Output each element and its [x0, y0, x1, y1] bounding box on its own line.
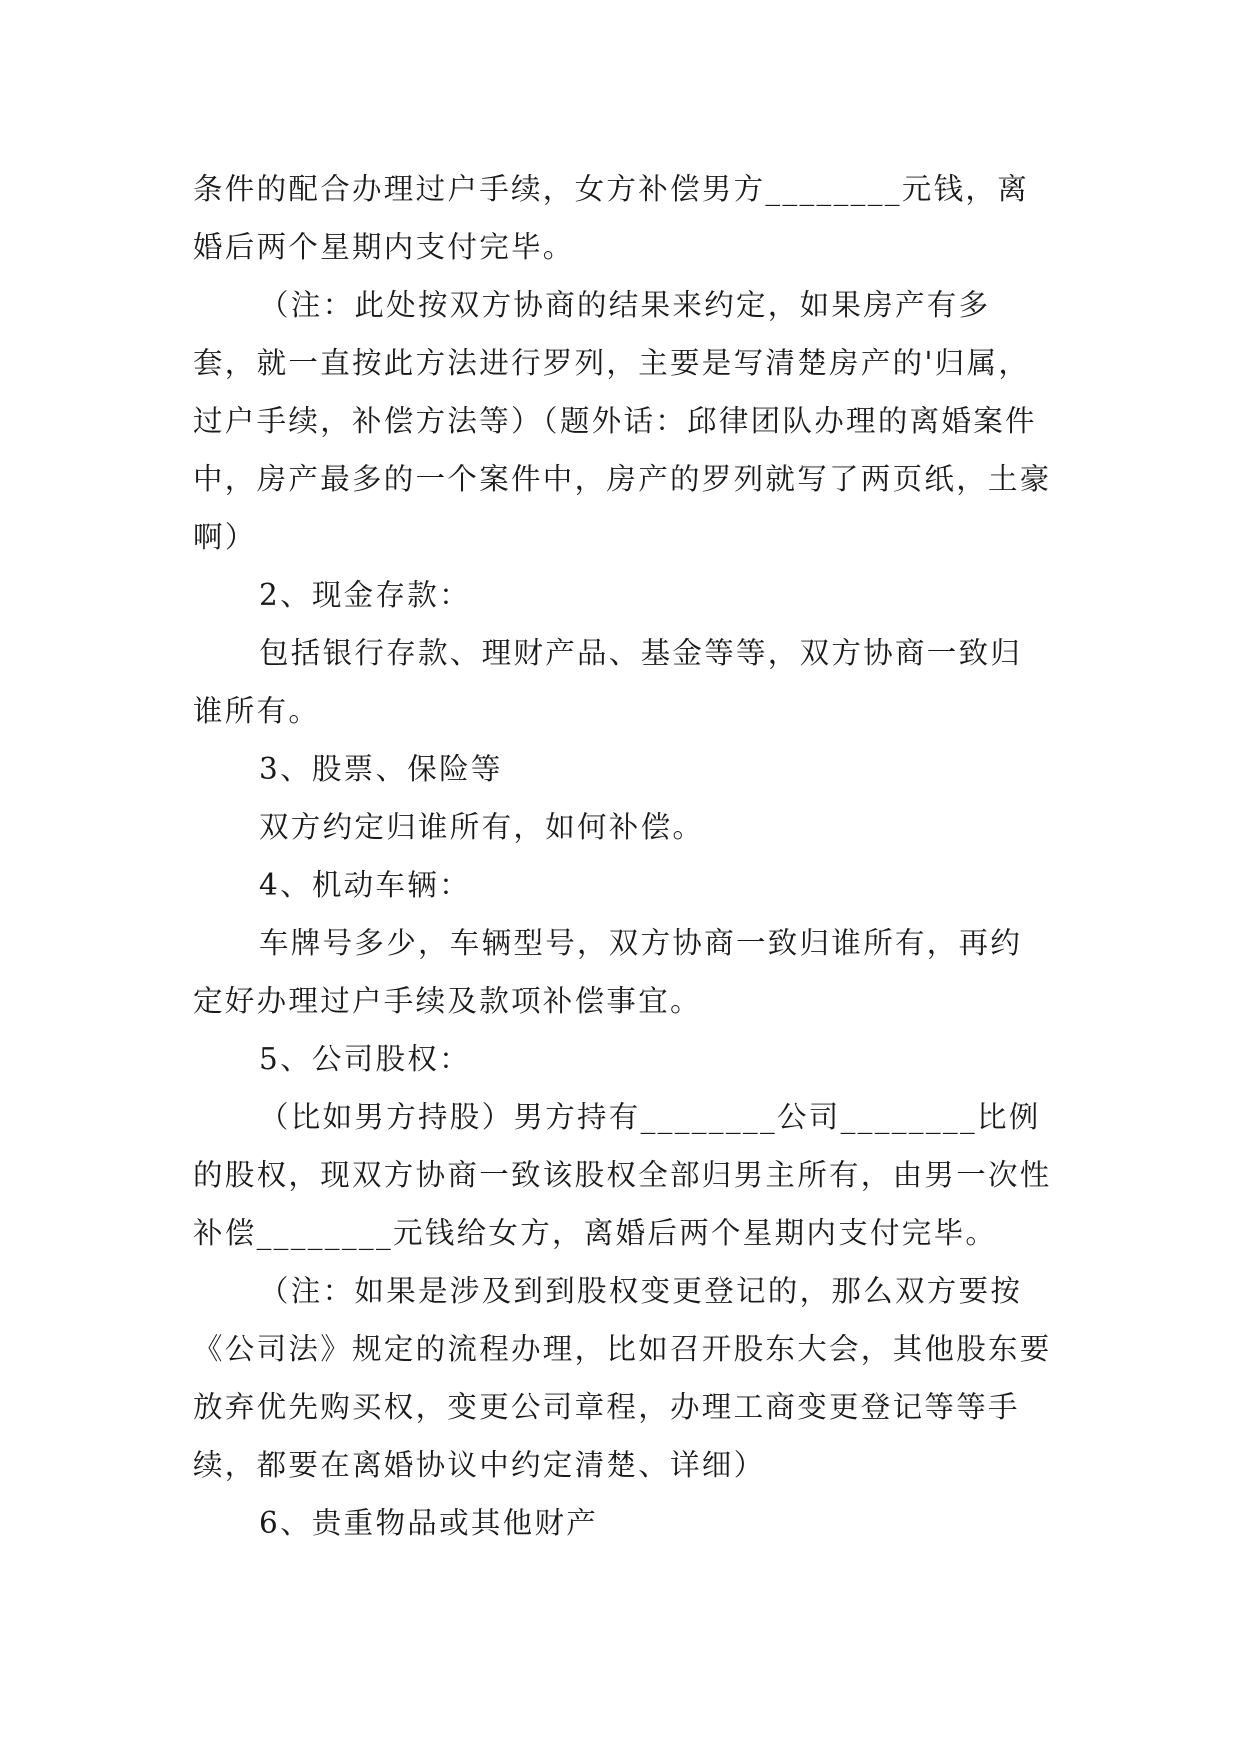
heading-company-equity: 5、公司股权： [259, 1042, 471, 1076]
paragraph-house-transfer: 条件的配合办理过户手续，女方补偿男方________元钱，离婚后两个星期内支付完毕。 [193, 172, 1029, 264]
heading-valuables: 6、贵重物品或其他财产 [259, 1506, 599, 1540]
heading-stocks-insurance: 3、股票、保险等 [259, 752, 503, 786]
paragraph-company-equity: （比如男方持股）男方持有________公司________比例的股权，现双方协商一致该股权全部归男主所有，由男一次性补偿________元钱给女方，离婚后两个星期内支付完毕。 [193, 1100, 1052, 1250]
paragraph-cash-deposits: 包括银行存款、理财产品、基金等等，双方协商一致归谁所有。 [193, 636, 1023, 728]
paragraph-vehicles: 车牌号多少，车辆型号，双方协商一致归谁所有，再约定好办理过户手续及款项补偿事宜。 [193, 926, 1023, 1018]
paragraph-house-note: （注：此处按双方协商的结果来约定，如果房产有多套，就一直按此方法进行罗列，主要是写清楚房产的'归属，过户手续，补偿方法等）（题外话：邱律团队办理的离婚案件中，房产最多的一个案件中，房产的罗列就写了两页纸，土豪啊） [193, 288, 1052, 554]
heading-cash-deposits: 2、现金存款： [259, 578, 471, 612]
paragraph-equity-note: （注：如果是涉及到到股权变更登记的，那么双方要按《公司法》规定的流程办理，比如召开股东大会，其他股东要放弃优先购买权，变更公司章程，办理工商变更登记等等手续，都要在离婚协议中约定清楚、详细） [193, 1274, 1052, 1482]
document-body [193, 160, 1053, 1552]
heading-vehicles: 4、机动车辆： [259, 868, 471, 902]
paragraph-stocks-insurance: 双方约定归谁所有，如何补偿。 [259, 810, 705, 844]
